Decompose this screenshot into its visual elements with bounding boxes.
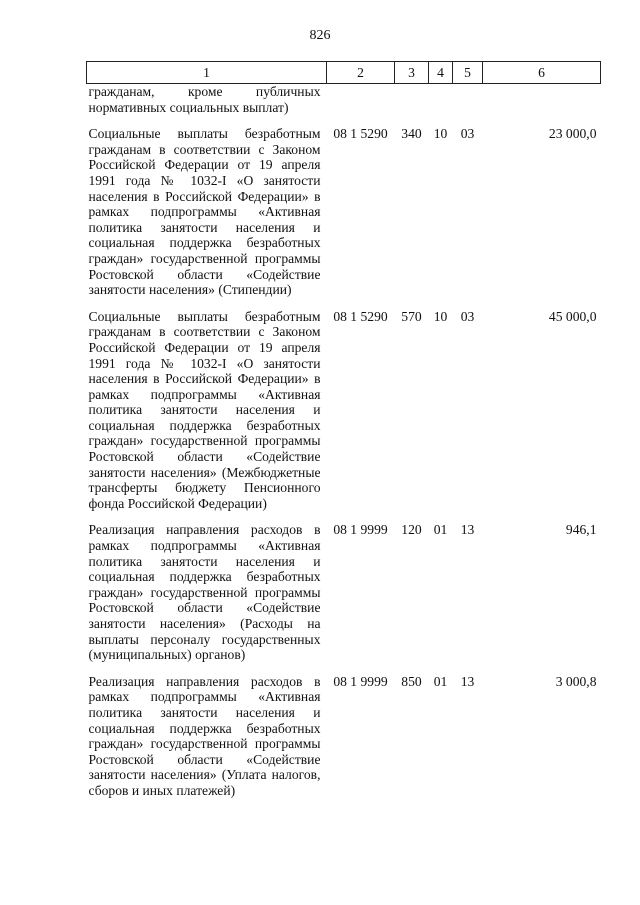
row-expense-type: 850 — [401, 673, 422, 689]
row-expense-type: 120 — [401, 522, 422, 538]
row-section: 01 — [433, 522, 448, 538]
row-expense-type: 570 — [401, 308, 422, 324]
table-row — [87, 309, 601, 523]
row-subsection: 13 — [460, 522, 475, 538]
table-row — [87, 674, 601, 810]
column-header-3: 3 — [395, 62, 429, 84]
row-description: Реализация направления расходов в рамках подпрограммы «Активная политика занятости населения и социальная поддержка безработных граждан» государственной программы Ростовской области «Содействие занятости населения» (Расходы на выплаты персоналу государственных (муниципальных) органов) — [88, 522, 321, 663]
budget-table — [86, 61, 601, 810]
row-description: Социальные выплаты безработным гражданам в соответствии с Законом Российской Федерации от 19 апреля 1991 года № 1032-I «О занятости населения в Российской Федерации» в рамках подпрограммы «Активная политика занятости населения и социальная поддержка безработных граждан» государственной программы Ростовской области «Содействие занятости населения» (Межбюджетные трансферты бюджету Пенсионного фонда Российской Федерации) — [88, 308, 321, 511]
column-header-5: 5 — [453, 62, 483, 84]
row-subsection: 03 — [460, 126, 475, 142]
row-target-article: 08 1 9999 — [333, 673, 388, 689]
column-header-6: 6 — [483, 62, 601, 84]
page-number: 826 — [309, 28, 331, 43]
row-description: Социальные выплаты безработным гражданам в соответствии с Законом Российской Федерации от 19 апреля 1991 года № 1032-I «О занятости населения в Российской Федерации» в рамках подпрограммы «Активная политика занятости населения и социальная поддержка безработных граждан» государственной программы Ростовской области «Содействие занятости населения» (Стипендии) — [88, 126, 321, 298]
table-row — [87, 126, 601, 309]
row-amount: 45 000,0 — [548, 308, 597, 324]
row-target-article: 08 1 5290 — [333, 126, 388, 142]
row-section: 10 — [433, 308, 448, 324]
row-section: 01 — [433, 673, 448, 689]
column-header-1: 1 — [87, 62, 327, 84]
row-amount: 23 000,0 — [548, 126, 597, 142]
row-amount: 946,1 — [565, 522, 597, 538]
row-amount: 3 000,8 — [555, 673, 597, 689]
row-target-article: 08 1 5290 — [333, 308, 388, 324]
row-expense-type: 340 — [401, 126, 422, 142]
table-row-continuation — [87, 84, 601, 127]
row-subsection: 03 — [460, 308, 475, 324]
row-description: Реализация направления расходов в рамках подпрограммы «Активная политика занятости населения и социальная поддержка безработных граждан» государственной программы Ростовской области «Содействие занятости населения» (Уплата налогов, сборов и иных платежей) — [88, 673, 321, 798]
row-subsection: 13 — [460, 673, 475, 689]
row-section: 10 — [433, 126, 448, 142]
table-header — [87, 62, 601, 84]
header-row — [87, 62, 601, 84]
row-description: гражданам, кроме публичных нормативных социальных выплат) — [88, 84, 321, 115]
table-row — [87, 522, 601, 673]
column-header-2: 2 — [327, 62, 395, 84]
row-target-article: 08 1 9999 — [333, 522, 388, 538]
table-body — [87, 84, 601, 810]
column-header-4: 4 — [429, 62, 453, 84]
